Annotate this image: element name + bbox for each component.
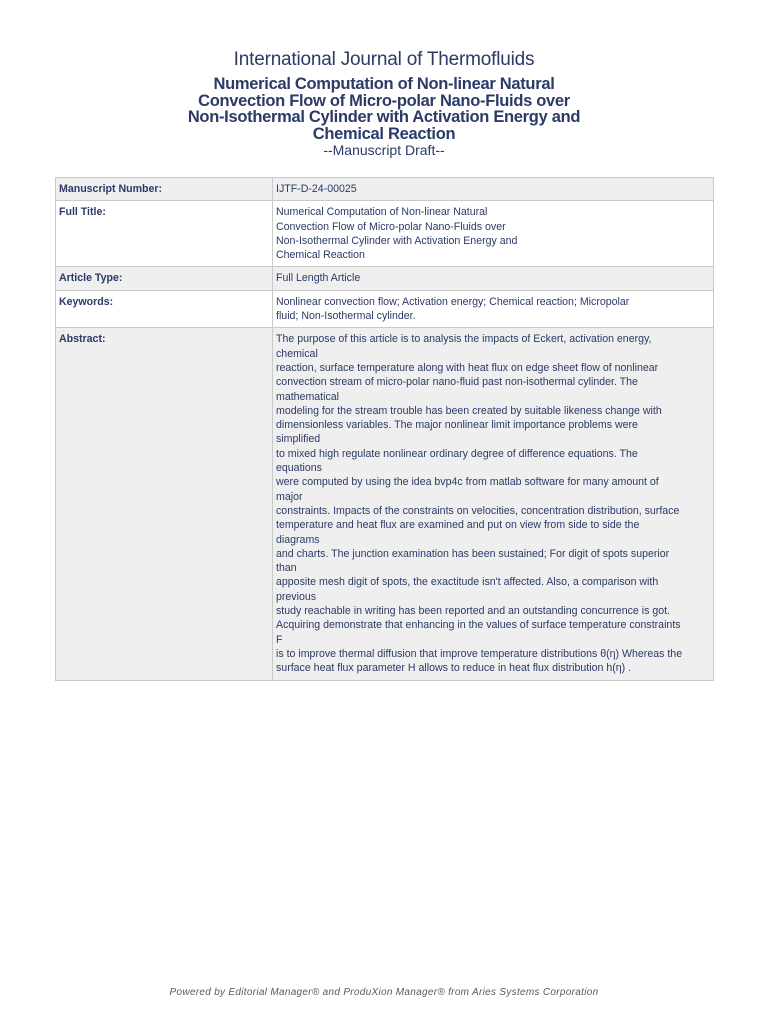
text-line: diagrams [276, 533, 320, 546]
text-line: equations [276, 462, 322, 475]
text-line: chemical [276, 347, 318, 360]
text-line: than [276, 562, 297, 575]
text-line: The purpose of this article is to analysis the impacts of Eckert, activation energy, [276, 333, 652, 346]
text-line: constraints. Impacts of the constraints on velocities, concentration distribution, surface [276, 504, 680, 517]
text-line: and charts. The junction examination has been sustained; For digit of spots superior [276, 547, 670, 560]
article-type-value: Full Length Article [273, 267, 714, 290]
manuscript-info-table [55, 177, 714, 681]
text-line: temperature and heat flux are examined and put on view from side to side the [276, 519, 640, 532]
paper-title-line: Chemical Reaction [312, 124, 456, 143]
row-label: Article Type: [56, 267, 273, 290]
text-line: study reachable in writing has been reported and an outstanding concurrence is got. [276, 605, 670, 618]
document-header [0, 48, 768, 158]
footer-powered-by: Powered by Editorial Manager® and ProduXion Manager® from Aries Systems Corporation [169, 987, 599, 998]
text-line: Numerical Computation of Non-linear Natural [276, 206, 488, 219]
table-row-abstract [56, 328, 714, 680]
manuscript-draft-label: --Manuscript Draft-- [323, 142, 445, 158]
text-line: simplified [276, 433, 321, 446]
table-row-full-title [56, 201, 714, 267]
text-line: Nonlinear convection flow; Activation energy; Chemical reaction; Micropolar [276, 295, 630, 308]
table-row-keywords [56, 290, 714, 328]
text-line: reaction, surface temperature along with heat flux on edge sheet flow of nonlinear [276, 361, 659, 374]
full-title-value [273, 201, 714, 267]
row-label: Keywords: [56, 290, 273, 328]
paper-title [0, 76, 768, 142]
text-line: surface heat flux parameter H allows to reduce in heat flux distribution h(η) . [276, 662, 632, 675]
text-line: Convection Flow of Micro-polar Nano-Fluids over [276, 220, 506, 233]
row-label: Full Title: [56, 201, 273, 267]
text-line: dimensionless variables. The major nonlinear limit importance problems were [276, 419, 638, 432]
text-line: Non-Isothermal Cylinder with Activation Energy and [276, 234, 518, 247]
keywords-value [273, 290, 714, 328]
text-line: to mixed high regulate nonlinear ordinary degree of difference equations. The [276, 447, 638, 460]
text-line: were computed by using the idea bvp4c from matlab software for many amount of [276, 476, 659, 489]
row-label: Abstract: [56, 328, 273, 680]
text-line: is to improve thermal diffusion that improve temperature distributions θ(η) Whereas the [276, 647, 683, 660]
text-line: mathematical [276, 390, 339, 403]
paper-title-line: Non-Isothermal Cylinder with Activation Energy and [187, 108, 581, 126]
text-line: convection stream of micro-polar nano-fluid past non-isothermal cylinder. The [276, 376, 638, 389]
text-line: fluid; Non-Isothermal cylinder. [276, 310, 416, 323]
text-line: Chemical Reaction [276, 249, 365, 262]
text-line: apposite mesh digit of spots, the exactitude isn't affected. Also, a comparison with [276, 576, 659, 589]
table-row-manuscript-number [56, 178, 714, 201]
text-line: modeling for the stream trouble has been created by suitable likeness change with [276, 404, 662, 417]
table-row-article-type [56, 267, 714, 290]
text-line: major [276, 490, 303, 503]
manuscript-number-value: IJTF-D-24-00025 [273, 178, 714, 201]
text-line: Acquiring demonstrate that enhancing in the values of surface temperature constraints [276, 619, 681, 632]
abstract-value [273, 328, 714, 680]
text-line: previous [276, 590, 317, 603]
paper-title-line: Numerical Computation of Non-linear Natural [213, 75, 555, 93]
row-label: Manuscript Number: [56, 178, 273, 201]
paper-title-line: Convection Flow of Micro-polar Nano-Fluids over [198, 91, 570, 110]
journal-title: International Journal of Thermofluids [233, 49, 535, 70]
text-line: F [276, 633, 283, 646]
